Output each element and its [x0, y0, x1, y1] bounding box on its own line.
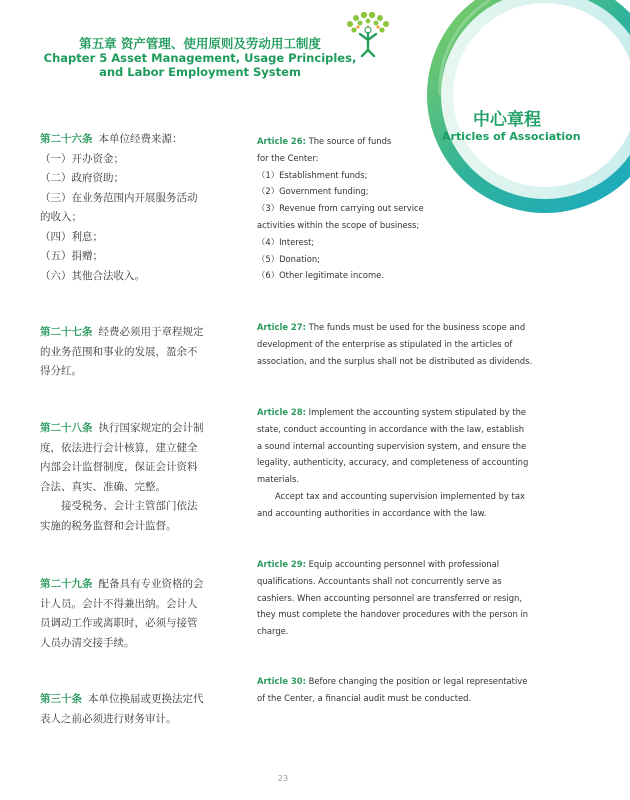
article-text: （一）开办资金； [40, 152, 124, 165]
article-text: 的业务范围和事业的发展，盈余不 [40, 345, 198, 358]
article-label-en: Article 29: [257, 559, 306, 569]
page-number: 23 [277, 774, 289, 783]
article-text: development of the enterprise as stipulated in the articles of [257, 338, 513, 349]
article-text: （4）Interest; [257, 236, 315, 247]
article-text: 本单位经费来源： [98, 133, 183, 145]
article-27-en [257, 319, 533, 369]
chapter-title-en-line2: and Labor Employment System [99, 65, 301, 79]
article-label-cn: 第二十六条 [40, 133, 93, 145]
article-text: （5）Donation; [257, 253, 320, 264]
chapter-header [0, 36, 400, 79]
article-text: The funds must be used for the business scope and [308, 322, 526, 332]
article-text: materials. [257, 474, 299, 485]
article-text: Implement the accounting system stipulated by the [308, 407, 527, 417]
article-text: Accept tax and accounting supervision implemented by tax [275, 490, 525, 501]
article-text: Equip accounting personnel with professional [308, 559, 500, 569]
article-text: 的收入； [40, 211, 82, 223]
article-text: a sound internal accounting supervision system, and ensure the [257, 440, 527, 451]
article-text: qualifications. Accountants shall not concurrently serve as [257, 575, 502, 586]
article-text: （3）Revenue from carrying out service [257, 203, 424, 214]
article-label-cn: 第三十条 [40, 693, 82, 705]
article-26-en [257, 133, 529, 284]
article-text: 实施的税务监督和会计监督。 [40, 519, 177, 532]
article-text: 内部会计监督制度，保证会计资料 [40, 461, 198, 473]
article-text: charge. [257, 626, 289, 637]
article-text: of the Center, a financial audit must be conducted. [257, 692, 472, 703]
article-text: （2）Government funding; [257, 186, 369, 197]
article-text: 人员办清交接手续。 [40, 636, 135, 649]
chapter-title-cn: 第五章 资产管理、使用原则及劳动用工制度 [79, 36, 321, 51]
article-text: 度，依法进行会计核算，建立健全 [40, 441, 198, 454]
article-text: （1）Establishment funds; [257, 169, 368, 180]
article-text: 表人之前必须进行财务审计。 [40, 712, 177, 725]
article-30-en [257, 673, 529, 707]
article-text: state, conduct accounting in accordance with the law, establish [257, 423, 525, 434]
article-text: （六）其他合法收入。 [40, 269, 145, 282]
article-text: 执行国家规定的会计制 [98, 422, 204, 434]
article-text: for the Center: [257, 152, 319, 163]
article-text: （三）在业务范围内开展服务活动 [40, 191, 198, 204]
article-29-cn [40, 575, 220, 653]
article-text: 接受税务、会计主管部门依法 [61, 500, 198, 512]
article-text: （二）政府资助； [40, 172, 124, 184]
article-text: 合法、真实、准确、完整。 [40, 480, 166, 493]
article-28-cn [40, 419, 220, 536]
article-text: legality, authenticity, accuracy, and completeness of accounting [257, 457, 529, 468]
article-text: 计人员。会计不得兼出纳。会计人 [40, 597, 198, 610]
article-text: 本单位换届或更换法定代 [88, 693, 204, 705]
article-29-en [257, 556, 529, 640]
article-label-en: Article 27: [257, 322, 306, 332]
article-28-en [257, 404, 529, 522]
section-title-en: Articles of Association [442, 130, 581, 143]
article-text: they must complete the handover procedures with the person in [257, 609, 529, 620]
article-text: （6）Other legitimate income. [257, 270, 384, 281]
article-text: 员调动工作或离职时，必须与接管 [40, 617, 198, 629]
article-text: （四）利息； [40, 230, 103, 243]
article-30-cn [40, 690, 220, 729]
article-label-en: Article 26: [257, 136, 306, 146]
article-text: activities within the scope of business; [257, 219, 420, 230]
article-label-cn: 第二十七条 [40, 326, 93, 338]
article-label-cn: 第二十八条 [40, 422, 93, 434]
article-label-cn: 第二十九条 [40, 578, 93, 590]
article-text: （五）捐赠； [40, 250, 103, 262]
article-text: cashiers. When accounting personnel are transferred or resign, [257, 592, 523, 603]
article-27-cn [40, 323, 220, 382]
article-label-en: Article 30: [257, 676, 306, 686]
article-text: 配备具有专业资格的会 [98, 578, 204, 590]
section-title-cn: 中心章程 [473, 110, 541, 130]
chapter-title-en-line1: Chapter 5 Asset Management, Usage Principles, [43, 51, 357, 65]
article-text: and accounting authorities in accordance with the law. [257, 507, 487, 518]
article-label-en: Article 28: [257, 407, 306, 417]
article-26-cn [40, 130, 220, 286]
article-text: 经费必须用于章程规定 [98, 326, 204, 338]
article-text: Before changing the position or legal representative [308, 676, 528, 686]
article-text: association, and the surplus shall not be distributed as dividends. [257, 355, 533, 366]
article-text: The source of funds [308, 136, 392, 146]
article-text: 得分红。 [40, 365, 82, 377]
